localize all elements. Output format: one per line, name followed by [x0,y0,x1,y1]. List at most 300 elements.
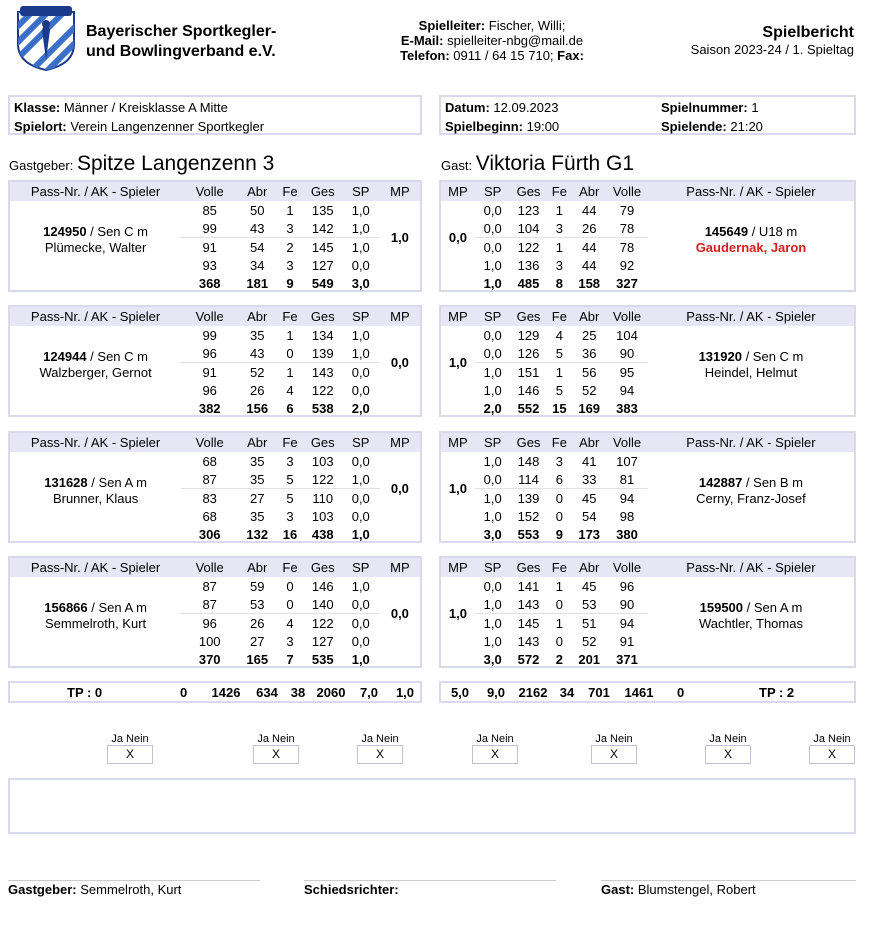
home-header-cell: Ges [304,182,342,201]
score-cell: 306 [198,527,221,543]
score-cell: 139 [511,489,547,507]
player-age-class: / U18 m [748,223,798,239]
home-header-cell: SP [342,433,380,452]
score-cell: 3 [555,453,563,469]
score-cell: 52 [581,382,597,398]
email-value: spielleiter-nbg@mail.de [447,33,584,48]
score-cell: 0,0 [483,471,502,487]
score-cell: 35 [250,453,265,469]
empty-cell [441,400,475,418]
spielbeginn-value: 19:00 [526,119,560,134]
score-cell: 1,0 [483,596,502,612]
table-row [441,577,854,595]
score-cell: 135 [311,202,334,218]
away-block-3 [439,431,856,543]
score-cell: 0 [555,633,563,649]
score-cell: 1,0 [475,614,511,632]
score-cell: 68 [202,508,217,524]
score-cell: 43 [250,220,265,236]
player-age-class: / Sen B m [742,474,804,490]
score-cell: 91 [181,363,238,381]
score-cell: 371 [616,652,638,668]
score-cell: 1 [555,578,563,594]
check-box[interactable]: X [809,745,855,764]
score-cell: 15 [552,401,567,417]
player-cell [10,201,181,293]
score-cell: 0 [286,345,294,361]
away-header-cell: Pass-Nr. / AK - Spieler [648,182,854,201]
score-cell: 2 [555,652,563,668]
check-box[interactable]: X [591,745,637,764]
player-pass-number: 131628 [44,474,88,490]
score-cell: 553 [517,527,540,543]
player-name: Cerny, Franz-Josef [696,490,806,506]
contact-info [360,18,624,63]
report-heading [691,24,854,57]
datum-label: Datum: [445,100,490,115]
score-cell: 1 [555,202,563,218]
score-cell: 1,0 [351,345,370,361]
score-cell: 4 [555,327,563,343]
score-cell: 96 [202,382,217,398]
score-cell: 9 [286,276,294,292]
score-cell: 380 [616,527,638,543]
score-cell: 3 [286,220,294,236]
score-cell: 127 [311,633,334,649]
score-cell: 535 [311,652,334,668]
ja-nein-label: Ja Nein [595,733,633,745]
score-cell: 0,0 [483,220,502,236]
score-cell: 90 [619,596,635,612]
ja-nein-label: Ja Nein [476,733,514,745]
away-block-1 [439,180,856,292]
home-total-volle: 1426 [211,685,241,700]
home-totals [8,681,422,703]
score-cell: 110 [304,489,342,507]
score-cell: 143 [304,363,342,381]
away-header-cell: MP [441,433,475,452]
home-header-cell: MP [380,307,420,326]
player-mp: 0,0 [448,230,467,246]
player-mp: 0,0 [390,606,409,622]
score-cell: 1,0 [483,633,502,649]
score-cell: 27 [250,633,265,649]
tel-value: 0911 / 64 15 710; [453,48,554,63]
score-cell: 2,0 [351,401,370,417]
empty-cell [380,400,420,418]
score-cell: 3 [555,257,563,273]
org-line-2: und Bowlingverband e.V. [86,43,276,60]
home-tp: TP : 0 [67,685,103,700]
score-cell: 50 [250,202,265,218]
away-header-cell: SP [475,433,511,452]
score-cell: 41 [581,453,597,469]
home-team-label: Gastgeber: [9,158,74,173]
player-pass-number: 131920 [698,348,742,364]
score-cell: 1 [286,327,294,343]
away-sig-name: Blumstengel, Robert [637,882,756,897]
score-cell: 201 [578,652,601,668]
score-cell: 165 [246,652,269,668]
score-cell: 141 [517,578,540,594]
player-cell [648,577,854,669]
table-row [10,452,420,470]
home-header-cell: Volle [181,307,238,326]
away-team-label: Gast: [441,158,473,173]
empty-cell [380,526,420,544]
score-cell: 1 [276,363,303,381]
home-total-fe: 38 [290,685,306,700]
player-pass-number: 124944 [43,348,87,364]
score-cell: 91 [619,633,635,649]
player-mp: 0,0 [390,481,409,497]
away-signature [601,880,856,897]
home-header-cell: MP [380,433,420,452]
away-total-zero: 0 [677,685,685,700]
away-header-cell: Ges [511,182,547,201]
player-cell [648,326,854,418]
organization-name [86,22,276,62]
klasse-value: Männer / Kreisklasse A Mitte [63,100,228,115]
score-cell: 2,0 [483,401,502,417]
home-header-cell: Ges [304,433,342,452]
score-cell: 104 [616,327,638,343]
score-cell: 0,0 [351,633,370,649]
home-header-cell: Abr [238,433,276,452]
score-cell: 0,0 [351,257,370,273]
score-cell: 34 [250,257,265,273]
away-total-fe: 34 [559,685,575,700]
score-cell: 0,0 [483,202,502,218]
remarks-box[interactable] [8,778,856,834]
home-header-cell: Abr [238,182,276,201]
score-cell: 45 [572,489,606,507]
score-cell: 126 [517,345,540,361]
player-cell [648,201,854,293]
player-cell [10,577,181,669]
score-cell: 5 [286,471,294,487]
score-cell: 79 [619,202,635,218]
score-cell: 107 [616,453,638,469]
table-row [441,326,854,344]
score-cell: 51 [572,614,606,632]
score-cell: 169 [578,401,601,417]
spielende-label: Spielende: [661,119,727,134]
score-cell: 94 [619,382,635,398]
away-header-cell: Fe [546,558,572,577]
score-cell: 35 [250,471,265,487]
player-age-class: / Sen C m [86,223,148,239]
score-cell: 5 [276,489,303,507]
home-header-cell: MP [380,182,420,201]
home-header-cell: SP [342,558,380,577]
check-box[interactable]: X [357,745,403,764]
score-cell: 1,0 [351,327,370,343]
player-name: Heindel, Helmut [704,364,798,380]
score-cell: 3 [286,633,294,649]
check-box[interactable]: X [705,745,751,764]
home-header-cell: Fe [276,307,303,326]
score-cell: 1,0 [351,220,370,236]
score-cell: 0,0 [351,596,370,612]
score-cell: 156 [246,401,269,417]
check-box[interactable]: X [472,745,518,764]
score-cell: 368 [198,276,221,292]
org-line-1: Bayerischer Sportkegler- [86,23,277,40]
score-cell: 0,0 [483,345,502,361]
away-header-cell: Abr [572,182,606,201]
score-cell: 1,0 [483,453,502,469]
home-header-cell: SP [342,182,380,201]
table-row [441,201,854,219]
away-header-cell: Volle [606,433,648,452]
score-cell: 572 [517,652,540,668]
score-cell: 146 [311,578,334,594]
score-cell: 383 [616,401,638,417]
leiter-value: Fischer, Willi; [488,18,566,33]
score-cell: 0,0 [342,489,380,507]
score-cell: 87 [202,471,217,487]
tel-label: Telefon: [400,48,450,63]
score-cell: 68 [202,453,217,469]
score-cell: 52 [238,363,276,381]
score-cell: 96 [202,345,217,361]
score-cell: 1,0 [342,238,380,256]
player-name: Gaudernak, Jaron [695,239,807,255]
score-cell: 44 [581,257,597,273]
score-cell: 1,0 [483,508,502,524]
score-cell: 1,0 [351,652,370,668]
home-header-cell: Volle [181,433,238,452]
score-cell: 151 [511,363,547,381]
score-cell: 90 [619,345,635,361]
score-cell: 127 [311,257,334,273]
score-cell: 100 [198,633,221,649]
table-row [10,201,420,219]
score-cell: 0,0 [342,614,380,632]
score-cell: 1,0 [483,276,502,292]
player-cell [10,326,181,418]
home-header-cell: Pass-Nr. / AK - Spieler [10,182,181,201]
player-pass-number: 145649 [704,223,749,239]
score-cell: 6 [286,401,294,417]
away-header-cell: Fe [546,182,572,201]
score-cell: 1,0 [475,363,511,381]
spielort-label: Spielort: [14,119,67,134]
player-cell [648,452,854,544]
score-cell: 1 [546,614,572,632]
away-header-cell: Pass-Nr. / AK - Spieler [648,558,854,577]
score-cell: 0 [555,596,563,612]
away-block-2 [439,305,856,417]
score-cell: 0,0 [351,508,370,524]
score-cell: 3 [286,257,294,273]
score-cell: 3 [555,220,563,236]
away-block-4 [439,556,856,668]
score-cell: 99 [202,327,217,343]
referee-sig-label: Schiedsrichter: [304,882,399,897]
home-header-cell: Abr [238,307,276,326]
home-sig-label: Gastgeber: [8,882,77,897]
score-cell: 122 [311,471,334,487]
player-mp: 1,0 [448,355,467,371]
score-cell: 6 [555,471,563,487]
home-total-abr: 634 [256,685,278,700]
ja-nein-label: Ja Nein [709,733,747,745]
score-cell: 3 [286,508,294,524]
score-cell: 2 [276,238,303,256]
player-age-class: / Sen C m [741,348,804,364]
leiter-label: Spielleiter: [418,18,486,33]
spielnummer-label: Spielnummer: [661,100,748,115]
ja-nein-label: Ja Nein [257,733,295,745]
away-header-cell: Pass-Nr. / AK - Spieler [648,433,854,452]
away-total-ges: 2162 [518,685,548,700]
score-cell: 94 [606,614,648,632]
home-total-sp: 7,0 [359,685,379,700]
score-cell: 143 [517,633,540,649]
home-sig-name: Semmelroth, Kurt [80,882,182,897]
score-cell: 0,0 [483,578,502,594]
home-team-name: Spitze Langenzenn 3 [76,152,275,175]
score-cell: 1,0 [475,489,511,507]
away-header-cell: SP [475,182,511,201]
score-cell: 87 [202,596,217,612]
score-cell: 148 [517,453,540,469]
home-header-cell: Abr [238,558,276,577]
datum-value: 12.09.2023 [493,100,559,115]
score-cell: 85 [202,202,217,218]
score-cell: 0,0 [351,382,370,398]
away-header-cell: SP [475,307,511,326]
away-header-cell: Volle [606,558,648,577]
score-cell: 96 [181,614,238,632]
player-cell [10,452,181,544]
score-cell: 0 [555,508,563,524]
away-header-cell: MP [441,182,475,201]
empty-cell [441,526,475,544]
score-cell: 95 [606,363,648,381]
score-cell: 1,0 [351,578,370,594]
score-cell: 78 [606,238,648,256]
score-cell: 98 [619,508,635,524]
report-title: Spielbericht [762,24,854,41]
score-cell: 129 [517,327,540,343]
score-cell: 104 [517,220,540,236]
check-box[interactable]: X [253,745,299,764]
player-mp: 1,0 [390,230,409,246]
score-cell: 0 [286,596,294,612]
player-age-class: / Sen A m [87,474,147,490]
score-cell: 3,0 [483,527,502,543]
player-age-class: / Sen A m [743,599,803,615]
away-total-sp: 9,0 [486,685,506,700]
home-team [9,152,274,176]
away-total-mp: 5,0 [450,685,470,700]
player-pass-number: 124950 [43,223,87,239]
score-cell: 83 [181,489,238,507]
player-name: Semmelroth, Kurt [45,615,147,631]
check-box[interactable]: X [107,745,153,764]
away-team [441,152,634,176]
score-cell: 0,0 [475,238,511,256]
home-header-cell: Volle [181,558,238,577]
score-cell: 0,0 [342,363,380,381]
email-label: E-Mail: [400,33,444,48]
score-cell: 96 [619,578,635,594]
player-pass-number: 159500 [699,599,744,615]
score-cell: 1 [546,363,572,381]
empty-cell [380,275,420,293]
player-mp: 1,0 [448,481,467,497]
score-cell: 44 [572,238,606,256]
score-cell: 370 [198,652,221,668]
away-header-cell: Pass-Nr. / AK - Spieler [648,307,854,326]
score-cell: 54 [238,238,276,256]
empty-cell [380,651,420,669]
home-block-3 [8,431,422,543]
score-cell: 25 [581,327,597,343]
score-cell: 26 [238,614,276,632]
score-cell: 327 [616,276,638,292]
score-cell: 35 [250,508,265,524]
score-cell: 103 [311,508,334,524]
score-cell: 5 [555,382,563,398]
score-cell: 0,0 [483,327,502,343]
home-header-cell: Fe [276,182,303,201]
score-cell: 143 [517,596,540,612]
federation-logo [14,4,78,72]
score-cell: 99 [202,220,217,236]
away-header-cell: Abr [572,558,606,577]
home-header-cell: Fe [276,433,303,452]
player-mp: 1,0 [448,606,467,622]
ja-nein-label: Ja Nein [111,733,149,745]
away-header-cell: Volle [606,307,648,326]
score-cell: 26 [250,382,265,398]
score-cell: 0 [286,578,294,594]
score-cell: 438 [311,527,334,543]
fax-label: Fax: [557,48,584,63]
away-totals [439,681,856,703]
score-cell: 27 [238,489,276,507]
referee-signature [304,880,556,897]
home-signature [8,880,260,897]
score-cell: 53 [250,596,265,612]
score-cell: 5 [555,345,563,361]
home-header-cell: Pass-Nr. / AK - Spieler [10,433,181,452]
home-block-4 [8,556,422,668]
away-tp: TP : 2 [759,685,795,700]
score-cell: 145 [511,614,547,632]
score-cell: 552 [517,401,540,417]
table-row [441,452,854,470]
score-cell: 78 [619,220,635,236]
score-cell: 44 [581,202,597,218]
score-cell: 136 [517,257,540,273]
away-header-cell: Abr [572,433,606,452]
home-header-cell: SP [342,307,380,326]
spielbeginn-label: Spielbeginn: [445,119,523,134]
home-total-mp: 1,0 [395,685,415,700]
player-age-class: / Sen A m [87,599,147,615]
score-cell: 4 [276,614,303,632]
score-cell: 3,0 [483,652,502,668]
table-row [10,326,420,344]
score-cell: 1,0 [483,382,502,398]
score-cell: 45 [581,578,597,594]
score-cell: 146 [517,382,540,398]
